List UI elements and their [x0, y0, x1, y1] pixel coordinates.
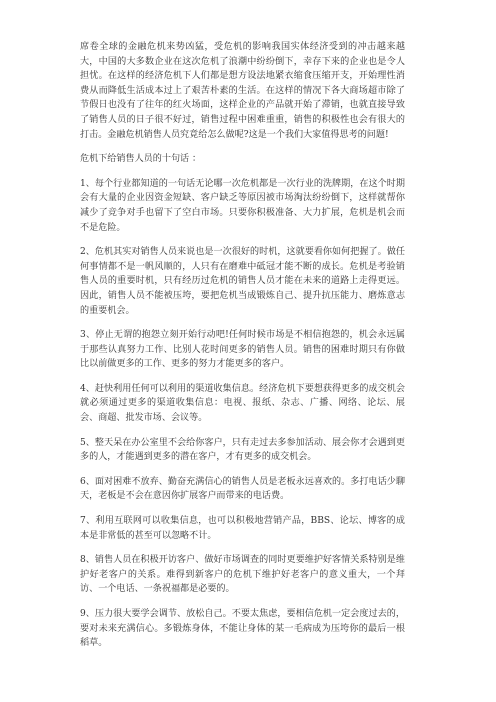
list-item: 6、面对困难不放弃、勤奋充满信心的销售人员是老板永远喜欢的。多打电话少聊天，老板是不会在意因你扩展客户而带来的电话费。	[80, 476, 405, 502]
list-item: 5、整天呆在办公室里不会给你客户，只有走过去多参加活动、展会你才会遇到更多的人，才能遇到更多的潜在客户，才有更多的成交机会。	[80, 437, 405, 463]
list-item: 1、每个行业都知道的一句话无论哪一次危机都是一次行业的洗牌期，在这个时期会有大量的企业因资金短缺、客户缺乏等原因被市场淘汰纷纷倒下，这样就帮你减少了竞争对手也留下了空白市场。只要你积极准备、大力扩展，危机是机会而不是危险。	[80, 178, 405, 233]
intro-paragraph: 席卷全球的金融危机来势凶猛，受危机的影响我国实体经济受到的冲击越来越大，中国的大多数企业在这次危机了浪潮中纷纷倒下，幸存下来的企业也是令人担忧。在这样的经济危机下人们都是想方设法地紧衣缩食压缩开支，开始理性消费从而降低生活成本过上了艰苦朴素的生活。在这样的情况下各大商场超市除了节假日也没有了往年的红火场面，这样企业的产品就开始了滞销，也就直接导致了销售人员的日子很不好过，销售过程中困难重重，销售的积极性也会有很大的打击。金融危机销售人员究竟给怎么做呢?这是一个我们大家值得思考的问题!	[80, 42, 405, 140]
section-heading: 危机下给销售人员的十句话 ：	[80, 154, 202, 165]
list-item: 9、压力很大要学会调节、放松自己。不要太焦虑，要相信危机一定会度过去的，要对未来充满信心。多锻炼身体，不能让身体的某一毛病成为压垮你的最后一根稻草。	[80, 609, 405, 649]
list-item: 7、利用互联网可以收集信息，也可以积极地营销产品，BBS、论坛、博客的成本是非常低的甚至可以忽略不计。	[80, 516, 405, 541]
list-item: 2、危机其实对销售人员来说也是一次很好的时机，这就要看你如何把握了。做任何事情都不是一帆风顺的，人只有在磨难中砥冠才能不断的成长。危机是考验销售人员的重要时机，只有经历过危机的销售人员才能在未来的道路上走得更远。因此，销售人员不能被压垮，要把危机当成锻炼自己、提升抗压能力、磨炼意志的重要机会。	[80, 247, 405, 316]
list-item: 8、销售人员在积极开访客户、做好市场调查的同时更要维护好客情关系特别是维护好老客户的关系。难得到新客户的危机下维护好老客户的意义重大，一个拜访、一个电话、一条祝福都是必要的。	[80, 555, 405, 595]
document-page	[80, 40, 405, 651]
list-item: 3、停止无谓的抱怨立刻开始行动吧!任何时候市场是不相信抱怨的，机会永远属于那些认真努力工作、比别人花时间更多的销售人员。销售的困难时期只有你做比以前做更多的工作、更多的努力才能更多的客户。	[80, 330, 405, 370]
list-item: 4、赶快利用任何可以利用的渠道收集信息。经济危机下要想获得更多的成交机会就必须通过更多的渠道收集信息：电视、报纸、杂志、广播、网络、论坛、展会、商超、批发市场、会议等。	[80, 383, 405, 424]
